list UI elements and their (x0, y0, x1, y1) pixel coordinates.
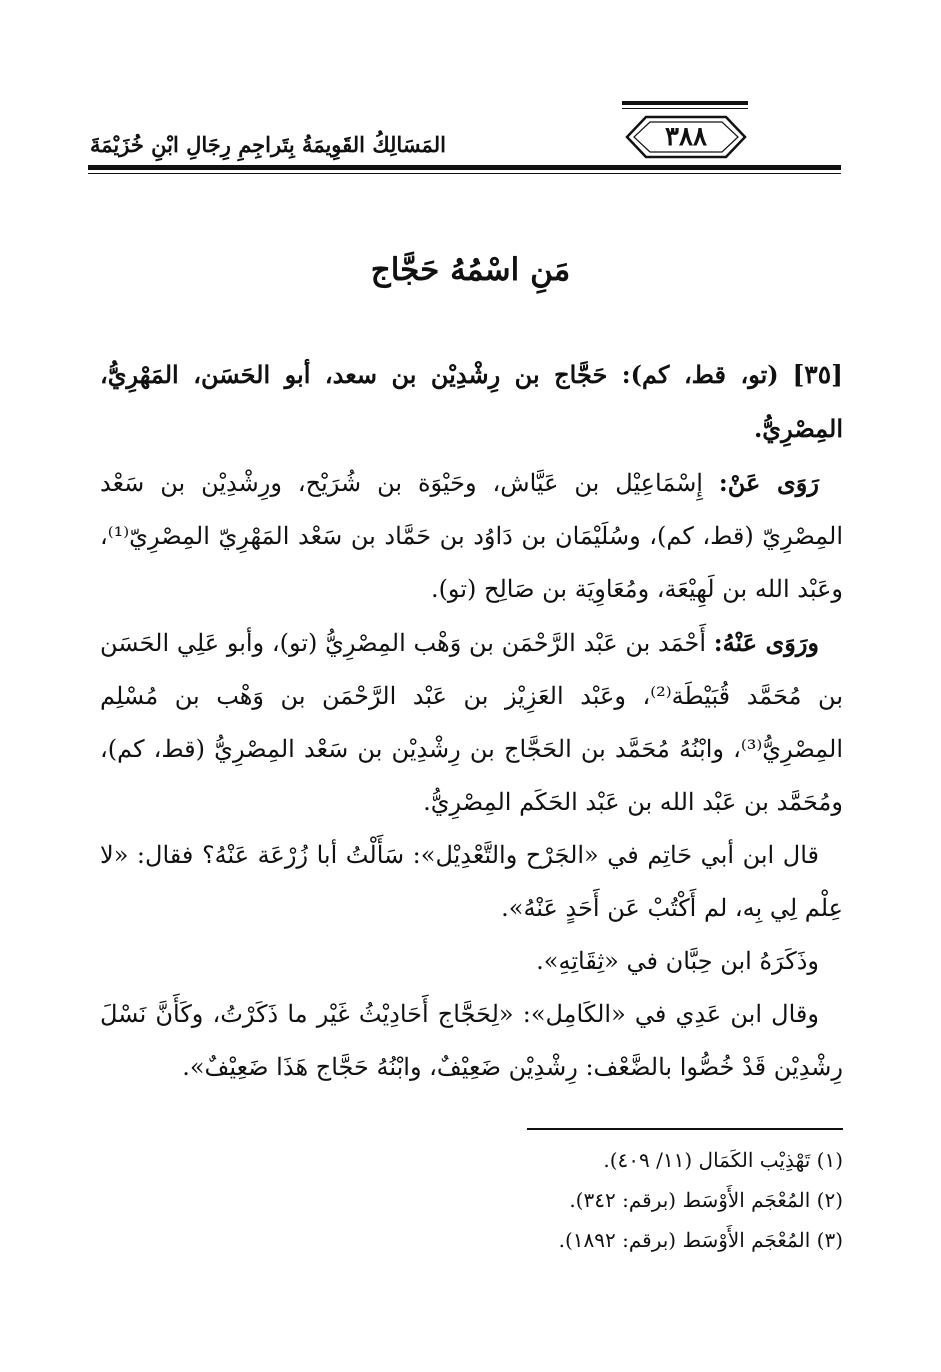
section-heading: مَنِ اسْمُهُ حَجَّاج (370, 252, 571, 288)
header-rule (88, 165, 841, 174)
entry-number: [٣٥] (792, 360, 843, 389)
footnote-1: (١) تَهْذِيْب الكَمَال (١١/ ٤٠٩). (603, 1148, 843, 1172)
header-top-thin-rule (622, 108, 748, 109)
narrated-from-paragraph (100, 456, 843, 616)
abu-hatim-quote: قال ابن أبي حَاتِم في «الجَرْح والتَّعْدِيْل»: سَأَلْتُ أبا زُرْعَة عَنْهُ؟ فقال: «لا عِلْم لِي بِه، لم أَكْتُبْ عَن أَحَدٍ عَنْهُ». (100, 841, 843, 922)
footnote-2: (٢) المُعْجَم الأَوْسَط (برقم: ٣٤٢). (569, 1188, 843, 1212)
footnote-3: (٣) المُعْجَم الأَوْسَط (برقم: ١٨٩٢). (558, 1228, 843, 1252)
narrated-by-paragraph (100, 616, 843, 829)
narrated-from-label: رَوَى عَنْ: (718, 468, 819, 497)
narrated-by-label: ورَوَى عَنْهُ: (713, 628, 820, 657)
entry-first-line: (تو، قط، كم): حَجَّاج بن رِشْدِيْن بن سعد، أبو الحَسَن، المَهْرِيُّ، المِصْرِيُّ. (100, 360, 843, 443)
entry-title (100, 348, 843, 456)
header-top-rule (622, 101, 748, 105)
running-title: المَسَالِكُ القَوِيمَةُ بِتَراجِمِ رِجَالِ ابْنِ خُزَيْمَةَ (90, 132, 446, 157)
narrated-from-text: إِسْمَاعِيْل بن عَيَّاش، وحَيْوَة بن شُرَيْح، ورِشْدِيْن بن سَعْد المِصْرِيّ (قط، كم)، وسُلَيْمَان بن دَاوُد بن حَمَّاد بن سَعْد المَهْرِيّ المِصْرِيّ⁽¹⁾، وعَبْد الله بن لَهِيْعَة، ومُعَاوِيَة بن صَالِح (تو). (100, 469, 843, 603)
footnotes (400, 1140, 843, 1260)
ibn-adi-quote: وقال ابن عَدِي في «الكَامِل»: «لِحَجَّاج أَحَادِيْثُ غَيْر ما ذَكَرْتُ، وكَأَنَّ نَسْلَ رِشْدِيْن قَدْ خُصُّوا بالضَّعْف: رِشْدِيْن ضَعِيْفٌ، وابْنُهُ حَجَّاج هَذَا ضَعِيْفٌ». (100, 1000, 843, 1081)
entry-body (100, 348, 843, 1094)
page-number: ٣٨٨ (665, 122, 707, 152)
narrated-by-text: أَحْمَد بن عَبْد الرَّحْمَن بن وَهْب المِصْرِيُّ (تو)، وأبو عَلِي الحَسَن بن مُحَمَّد قُبَيْطَة⁽²⁾، وعَبْد العَزِيْز بن عَبْد الرَّحْمَن بن وَهْب بن مُسْلِم المِصْرِيُّ⁽³⁾، وابْنُهُ مُحَمَّد بن الحَجَّاج بن رِشْدِيْن بن سَعْد المِصْرِيُّ (قط، كم)، ومُحَمَّد بن عَبْد الله بن عَبْد الحَكَم المِصْرِيُّ. (100, 629, 843, 816)
footnote-separator (527, 1128, 843, 1130)
ibn-hibban-note: وذَكَرَهُ ابن حِبَّان في «ثِقَاتِهِ». (536, 947, 819, 975)
page-number-badge (624, 114, 748, 160)
